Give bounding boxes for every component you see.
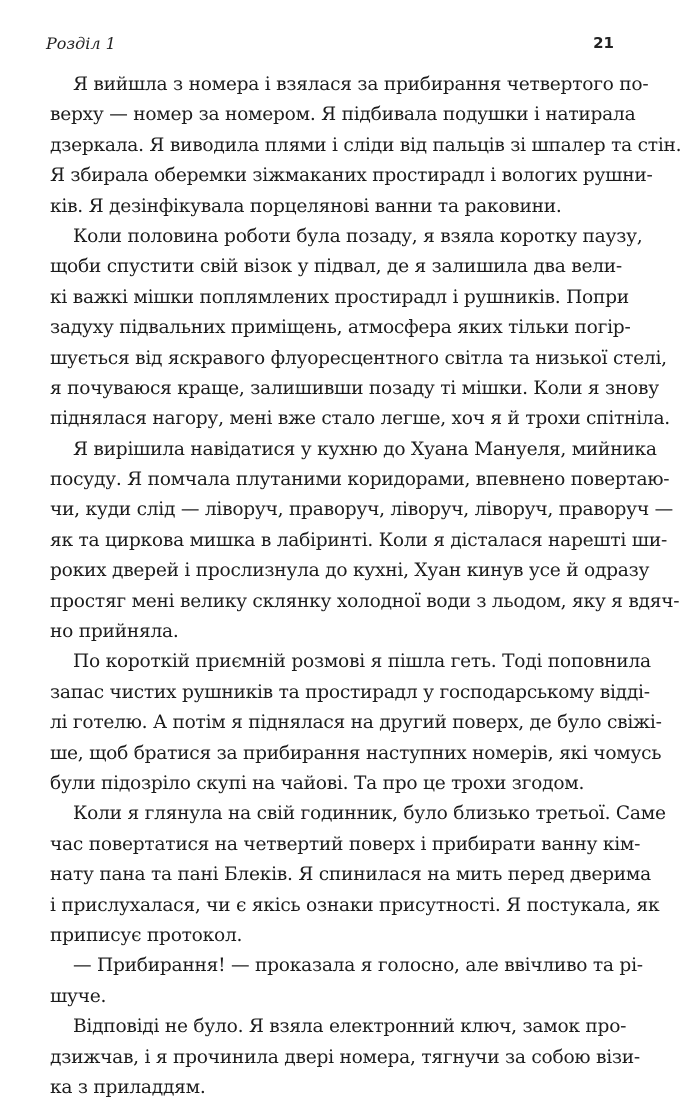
- text-line: чи, куди слід — ліворуч, праворуч, ліворуч, ліворуч, праворуч —: [50, 499, 673, 521]
- text-line: і прислухалася, чи є якісь ознаки присутності. Я постукала, як: [50, 894, 660, 916]
- text-line: Я вирішила навідатися у кухню до Хуана Мануеля, мийника: [73, 438, 657, 460]
- page-number: 21: [593, 34, 614, 52]
- text-line: нату пана та пані Блеків. Я спинилася на мить перед дверима: [50, 864, 651, 886]
- text-line: посуду. Я помчала плутаними коридорами, впевнено повертаю-: [50, 469, 670, 491]
- text-line: щоби спустити свій візок у підвал, де я залишила два вели-: [50, 256, 622, 278]
- text-line: як та циркова мишка в лабіринті. Коли я дісталася нарешті ши-: [50, 529, 667, 551]
- text-line: піднялася нагору, мені вже стало легше, хоч я й трохи спітніла.: [50, 408, 670, 430]
- text-line: дзеркала. Я виводила плями і сліди від пальців зі шпалер та стін.: [50, 134, 681, 156]
- text-line: дзижчав, і я прочинила двері номера, тягнучи за собою візи-: [50, 1046, 640, 1068]
- text-line: роких дверей і прослизнула до кухні, Хуан кинув усе й одразу: [50, 560, 650, 582]
- text-line: Відповіді не було. Я взяла електронний ключ, замок про-: [73, 1016, 627, 1038]
- text-line: верху — номер за номером. Я підбивала подушки і натирала: [50, 104, 636, 126]
- running-head-chapter: Розділ 1: [46, 34, 116, 53]
- text-line: час повертатися на четвертий поверх і прибирати ванну кім-: [50, 833, 641, 855]
- text-line: лі готелю. А потім я піднялася на другий поверх, де було свіжі-: [50, 712, 662, 734]
- text-line: Я вийшла з номера і взялася за прибирання четвертого по-: [73, 74, 649, 95]
- text-line: запас чистих рушників та простирадл у господарському відді-: [50, 681, 650, 703]
- text-line: — Прибирання! — проказала я голосно, але ввічливо та рі-: [73, 955, 643, 977]
- text-line: простяг мені велику склянку холодної води з льодом, яку я вдяч-: [50, 590, 680, 612]
- text-line: кі важкі мішки поплямлених простирадл і рушників. Попри: [50, 286, 629, 308]
- text-line: ків. Я дезінфікувала порцелянові ванни та раковини.: [50, 195, 562, 217]
- text-line: Коли половина роботи була позаду, я взяла коротку паузу,: [73, 225, 643, 247]
- text-line: По короткій приємній розмові я пішла геть. Тоді поповнила: [73, 651, 651, 673]
- text-line: задуху підвальних приміщень, атмосфера яких тільки погір-: [50, 317, 631, 339]
- text-line: Коли я глянула на свій годинник, було близько третьої. Саме: [73, 803, 666, 825]
- body-text: [50, 70, 681, 1103]
- text-line: були підозріло скупі на чайові. Та про це трохи згодом.: [50, 772, 585, 794]
- text-line: ка з приладдям.: [50, 1076, 206, 1098]
- text-line: шується від яскравого флуоресцентного світла та низької стелі,: [50, 347, 667, 369]
- text-line: я почуваюся краще, залишивши позаду ті мішки. Коли я знову: [50, 377, 659, 399]
- text-line: приписує протокол.: [50, 924, 243, 946]
- text-line: но прийняла.: [50, 621, 179, 643]
- text-line: Я збирала оберемки зіжмаканих простирадл і вологих рушни-: [50, 165, 653, 187]
- text-line: шуче.: [50, 985, 107, 1007]
- text-line: ше, щоб братися за прибирання наступних номерів, які чомусь: [50, 742, 662, 764]
